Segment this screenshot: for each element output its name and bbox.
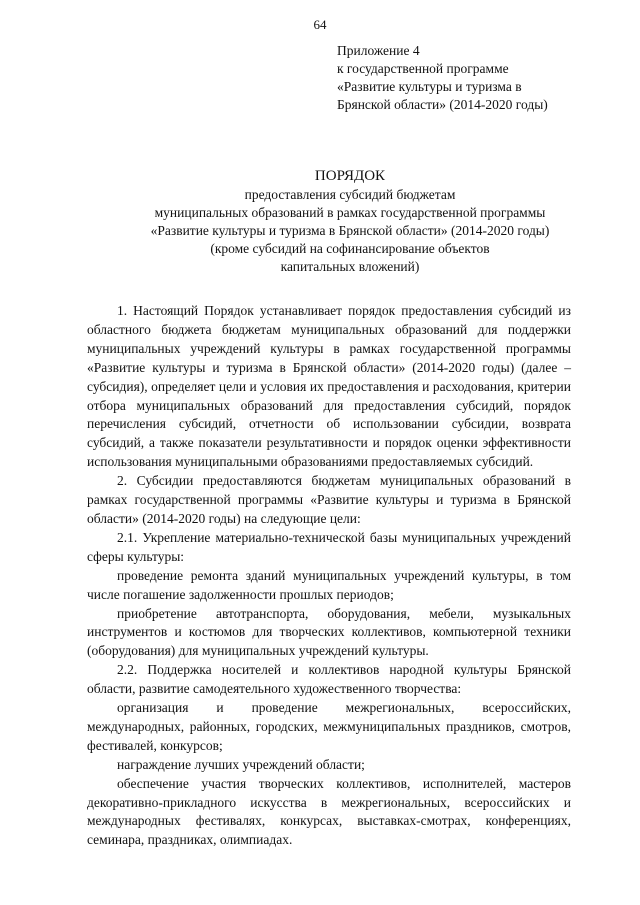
title-line: предоставления субсидий бюджетам — [244, 187, 456, 202]
page-number: 64 — [313, 17, 327, 32]
title-line: (кроме субсидий на софинансирование объектов — [210, 241, 490, 256]
appendix-line: «Развитие культуры и туризма в — [337, 79, 522, 94]
paragraph: 2.2. Поддержка носителей и коллективов народной культуры Брянской области, развитие самодеятельного художественного творчества: — [87, 662, 571, 697]
paragraph: организация и проведение межрегиональных, всероссийских, международных, районных, городских, межмуниципальных праздников, смотров, фестивалей, конкурсов; — [87, 700, 571, 753]
title-line: муниципальных образований в рамках государственной программы — [154, 205, 546, 220]
paragraph: 2. Субсидии предоставляются бюджетам муниципальных образований в рамках государственной программы «Развитие культуры и туризма в Брянской области» (2014-2020 годы) на следующие цели: — [87, 473, 571, 526]
title-line: «Развитие культуры и туризма в Брянской области» (2014-2020 годы) — [150, 223, 550, 238]
document-title — [70, 167, 630, 276]
title-line: капитальных вложений) — [280, 259, 420, 274]
paragraph: проведение ремонта зданий муниципальных учреждений культуры, в том числе погашение задолженности прошлых периодов; — [87, 567, 571, 602]
paragraph: обеспечение участия творческих коллективов, исполнителей, мастеров декоративно-прикладного искусства в межрегиональных, всероссийских и международных фестивалях, конкурсах, выставках-смотрах, конференциях, семинара, праздниках, олимпиадах. — [87, 775, 571, 848]
appendix-heading — [337, 42, 548, 114]
document-body — [87, 302, 571, 850]
paragraph: 1. Настоящий Порядок устанавливает порядок предоставления субсидий из областного бюджета бюджетам муниципальных образований для поддержки муниципальных учреждений культуры в рамках государственной программы «Развитие культуры и туризма в Брянской области» (2014-2020 годы) (далее – субсидия), определяет цели и условия их предоставления и расходования, критерии отбора муниципальных образований для предоставления субсидий, порядок перечисления субсидий, отчетности об использовании субсидии, возврата субсидий, а также показатели результативности и порядок оценки эффективности использования муниципальными образованиями предоставляемых субсидий. — [87, 303, 571, 470]
appendix-line: Приложение 4 — [337, 43, 420, 58]
paragraph: награждение лучших учреждений области; — [117, 756, 365, 772]
appendix-line: Брянской области» (2014-2020 годы) — [337, 97, 548, 112]
appendix-line: к государственной программе — [337, 61, 509, 76]
title-main: ПОРЯДОК — [314, 168, 386, 184]
paragraph: приобретение автотранспорта, оборудования, мебели, музыкальных инструментов и костюмов для творческих коллективов, компьютерной техники (оборудования) для муниципальных учреждений культуры. — [87, 605, 571, 659]
paragraph: 2.1. Укрепление материально-технической базы муниципальных учреждений сферы культуры: — [87, 529, 571, 564]
